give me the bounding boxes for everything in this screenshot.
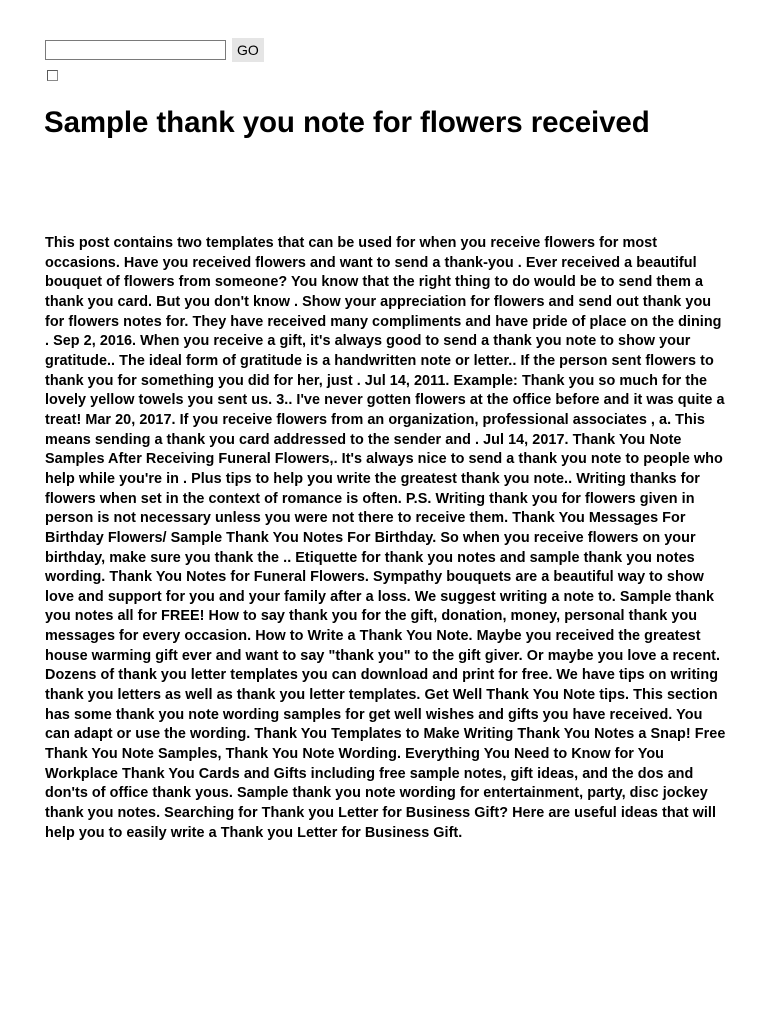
search-input[interactable] [45, 40, 226, 60]
article-body: This post contains two templates that can be used for when you receive flowers for most occasions. Have you received flowers and want to send a thank-you . Ever received a beautiful bouquet of flowers from someone? You know that the right thing to do would be to send them a thank you card. But you don't know . Show your appreciation for flowers and send out thank you for flowers notes for. They have received many compliments and have pride of place on the dining . Sep 2, 2016. When you receive a gift, it's always good to send a thank you note to show your gratitude.. The ideal form of gratitude is a handwritten note or letter.. If the person sent flowers to thank you for something you did for her, just . Jul 14, 2011. Example: Thank you so much for the lovely yellow towels you sent us. 3.. I've never gotten flowers at the office before and it was quite a treat! Mar 20, 2017. If you receive flowers from an organization, professional associates , a. This means sending a thank you card addressed to the sender and . Jul 14, 2017. Thank You Note Samples After Receiving Funeral Flowers,. It's always nice to send a thank you note to people who help while you're in . Plus tips to help you write the greatest thank you note.. Writing thanks for flowers when set in the context of romance is often. P.S. Writing thank you for flowers given in person is not necessary unless you were not there to receive them. Thank You Messages For Birthday Flowers/ Sample Thank You Notes For Birthday. So when you receive flowers on your birthday, make sure you thank the .. Etiquette for thank you notes and sample thank you notes wording. Thank You Notes for Funeral Flowers. Sympathy bouquets are a beautiful way to show love and support for you and your family after a loss. We suggest writing a note to. Sample thank you notes all for FREE! How to say thank you for the gift, donation, money, personal thank you messages for every occasion. How to Write a Thank You Note. Maybe you received the greatest house warming gift ever and want to say "thank you" to the gift giver. Or maybe you love a recent. Dozens of thank you letter templates you can download and print for free. We have tips on writing thank you letters as well as thank you letter templates. Get Well Thank You Note tips. This section has some thank you note wording samples for get well wishes and gifts you have received. You can adapt or use the wording. Thank You Templates to Make Writing Thank You Notes a Snap! Free Thank You Note Samples, Thank You Note Wording. Everything You Need to Know for You Workplace Thank You Cards and Gifts including free sample notes, gift ideas, and the dos and don'ts of office thank yous. Sample thank you note wording for entertainment, party, disc jockey thank you notes. Searching for Thank you Letter for Business Gift? Here are useful ideas that will help you to easily write a Thank you Letter for Business Gift. [45, 235, 726, 841]
go-button[interactable]: GO [232, 38, 264, 62]
page-title: Sample thank you note for flowers received [44, 106, 650, 139]
checkbox[interactable] [47, 70, 60, 83]
checkbox-box[interactable] [47, 70, 58, 81]
search-form [45, 38, 264, 62]
